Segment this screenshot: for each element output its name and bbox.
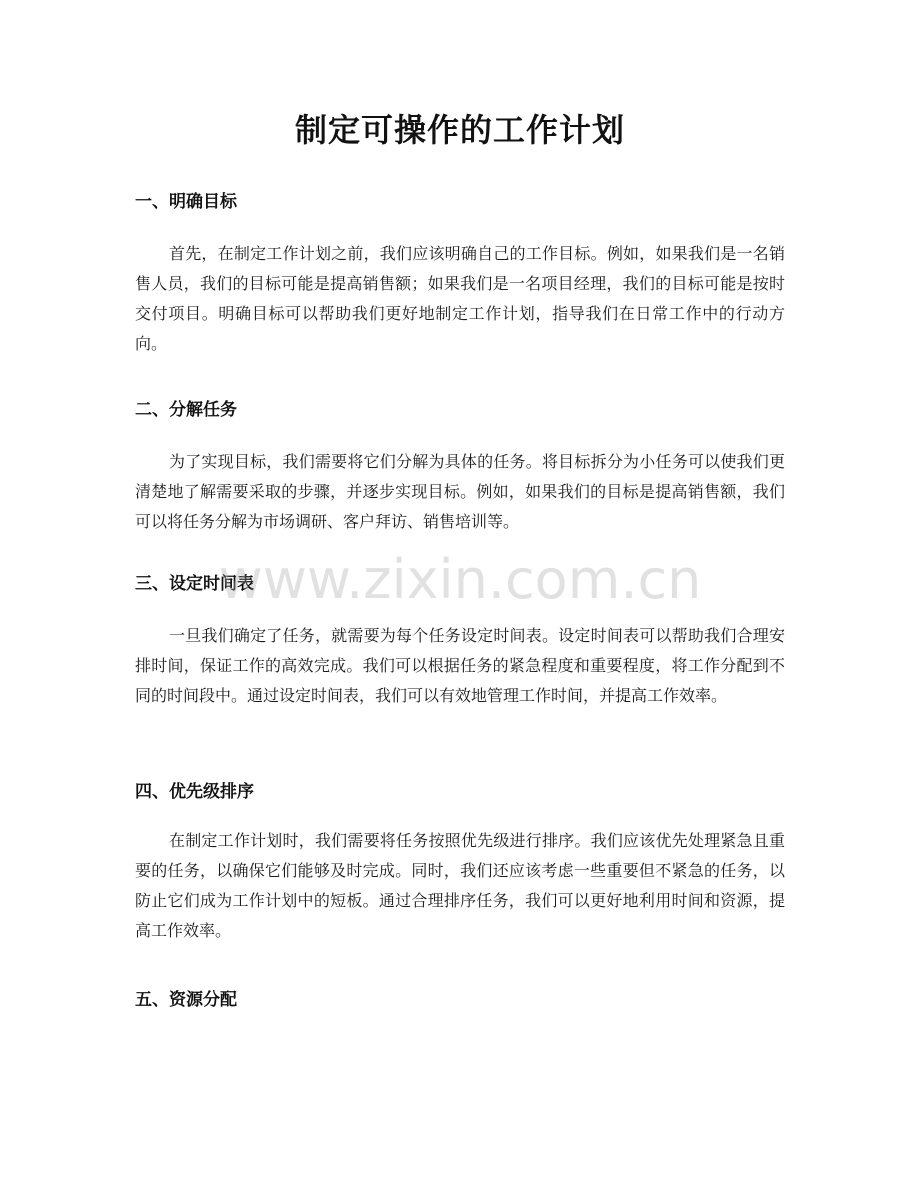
section-paragraph-1: 首先，在制定工作计划之前，我们应该明确自己的工作目标。例如，如果我们是一名销售人员，我们的目标可能是提高销售额；如果我们是一名项目经理，我们的目标可能是按时交付项目。明确目标可以帮助我们更好地制定工作计划，指导我们在日常工作中的行动方向。 xyxy=(135,244,785,353)
section-paragraph-2: 为了实现目标，我们需要将它们分解为具体的任务。将目标拆分为小任务可以使我们更清楚地了解需要采取的步骤，并逐步实现目标。例如，如果我们的目标是提高销售额，我们可以将任务分解为市场调研、客户拜访、销售培训等。 xyxy=(135,452,785,531)
section-heading-1: 一、明确目标 xyxy=(135,192,237,212)
section-heading-4: 四、优先级排序 xyxy=(135,782,254,802)
section-heading-5: 五、资源分配 xyxy=(135,990,237,1010)
section-paragraph-4: 在制定工作计划时，我们需要将任务按照优先级进行排序。我们应该优先处理紧急且重要的任务，以确保它们能够及时完成。同时，我们还应该考虑一些重要但不紧急的任务，以防止它们成为工作计划中的短板。通过合理排序任务，我们可以更好地利用时间和资源，提高工作效率。 xyxy=(135,831,785,940)
watermark: www.zixin.com.cn xyxy=(218,548,702,611)
section-heading-3: 三、设定时间表 xyxy=(135,574,254,594)
section-paragraph-3: 一旦我们确定了任务，就需要为每个任务设定时间表。设定时间表可以帮助我们合理安排时间，保证工作的高效完成。我们可以根据任务的紧急程度和重要程度，将工作分配到不同的时间段中。通过设定时间表，我们可以有效地管理工作时间，并提高工作效率。 xyxy=(135,626,785,705)
section-heading-2: 二、分解任务 xyxy=(135,400,237,420)
page-title: 制定可操作的工作计划 xyxy=(294,111,625,149)
